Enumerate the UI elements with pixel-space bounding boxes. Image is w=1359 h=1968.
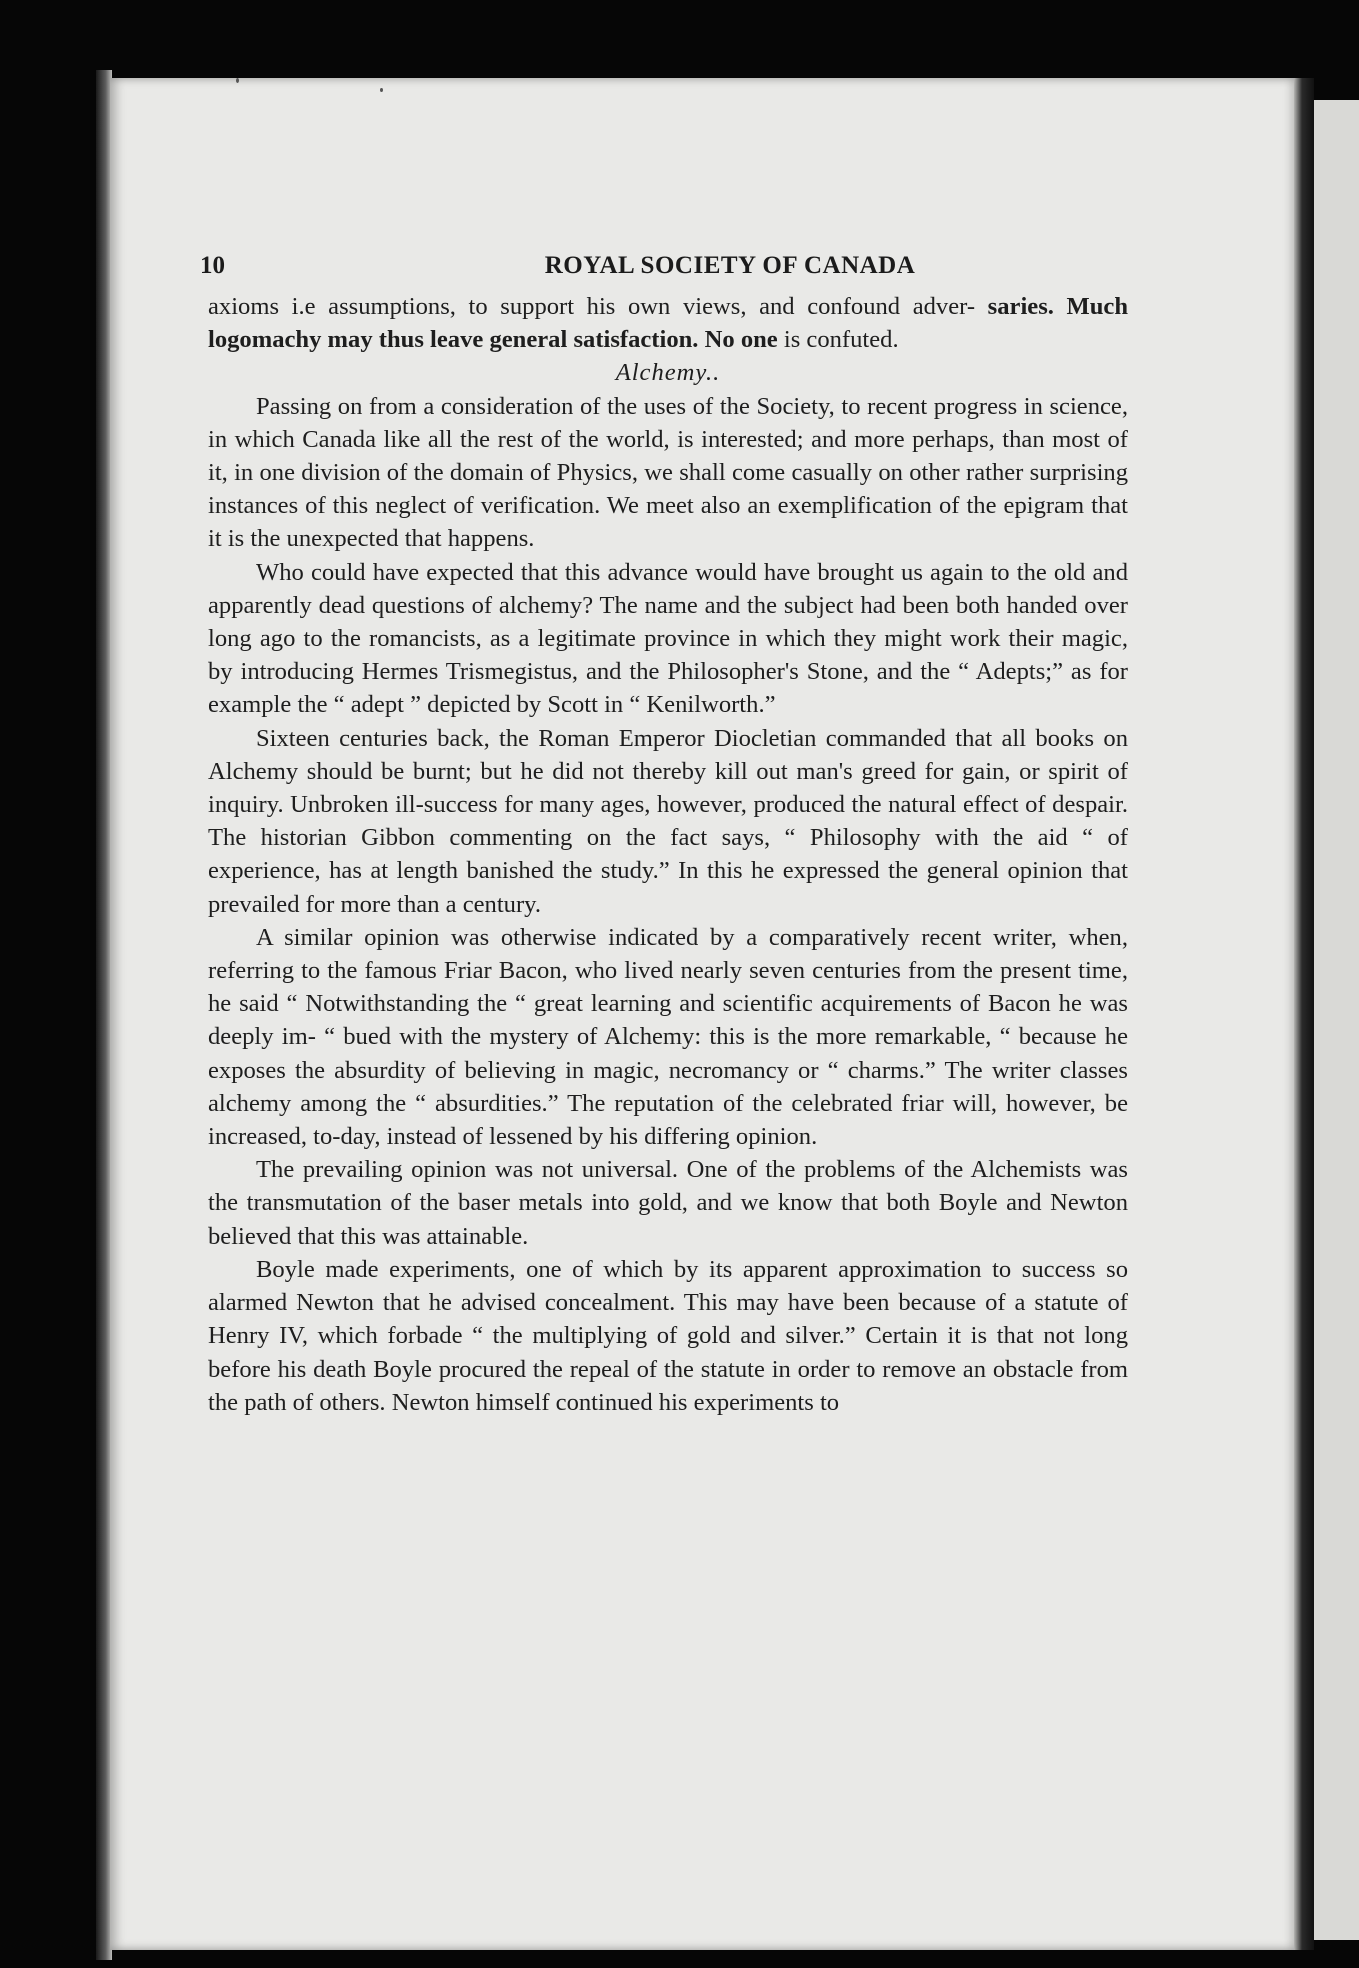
opening-bold-text: saries. Much logomachy may thus leave general satisfaction. No one bbox=[208, 293, 1129, 354]
paragraph-2: Who could have expected that this advance would have brought us again to the old and apparently dead questions of alchemy? The name and the subject had been both handed over long ago to the romancists, as a legitimate province in which they might work their magic, by introducing Hermes Trismegistus, and the Philosopher's Stone, and the “ Adepts;” as for example the “ adept ” depicted by Scott in “ Kenilworth.” bbox=[208, 558, 1128, 719]
paragraph-4: A similar opinion was otherwise indicated by a comparatively recent writer, when, referring to the famous Friar Bacon, who lived nearly seven centuries from the present time, he said “ Notwithstanding the “ great learning and scientific acquirements of Bacon he was deeply im- “ bued with the mystery of Alchemy: this is the more remarkable, “ because he exposes the absurdity of believing in magic, necromancy or “ charms.” The writer classes alchemy among the “ absurdities.” The reputation of the celebrated friar will, however, be increased, to-day, instead of lessened by his differing opinion. bbox=[208, 923, 1128, 1151]
adjacent-page-edge bbox=[1314, 100, 1359, 1940]
paragraph-5: The prevailing opinion was not universal. One of the problems of the Alchemists was the transmutation of the baser metals into gold, and we know that both Boyle and Newton believed that this was attainable. bbox=[208, 1156, 1128, 1250]
opening-tail: is confuted. bbox=[783, 326, 899, 354]
body-text bbox=[208, 290, 1128, 1419]
section-heading: Alchemy.. bbox=[615, 359, 721, 387]
page-speck bbox=[380, 88, 383, 92]
running-title: ROYAL SOCIETY OF CANADA bbox=[544, 252, 916, 279]
opening-paragraph bbox=[208, 290, 1128, 356]
opening-line: axioms i.e assumptions, to support his own views, and confound adver- bbox=[208, 293, 976, 320]
paragraph-6: Boyle made experiments, one of which by its apparent approximation to success so alarmed Newton that he advised concealment. This may have been because of a statute of Henry IV, which forbade “ the multiplying of gold and silver.” Certain it is that not long before his death Boyle procured the repeal of the statute in order to remove an obstacle from the path of others. Newton himself continued his experiments to bbox=[208, 1255, 1128, 1416]
paragraph-1: Passing on from a consideration of the uses of the Society, to recent progress in science, in which Canada like all the rest of the world, is interested; and more perhaps, than most of it, in one division of the domain of Physics, we shall come casually on other rather surprising instances of this neglect of verification. We meet also an exemplification of the epigram that it is the unexpected that happens. bbox=[208, 392, 1128, 553]
page-gutter bbox=[1294, 78, 1314, 1950]
page-number: 10 bbox=[200, 252, 225, 279]
page-speck bbox=[236, 78, 239, 83]
running-head bbox=[200, 252, 1200, 288]
paragraph-3: Sixteen centuries back, the Roman Emperor Diocletian commanded that all books on Alchemy should be burnt; but he did not thereby kill out man's greed for gain, or spirit of inquiry. Unbroken ill-success for many ages, however, produced the natural effect of despair. The historian Gibbon commenting on the fact says, “ Philosophy with the aid “ of experience, has at length banished the study.” In this he expressed the general opinion that prevailed for more than a century. bbox=[208, 724, 1128, 918]
